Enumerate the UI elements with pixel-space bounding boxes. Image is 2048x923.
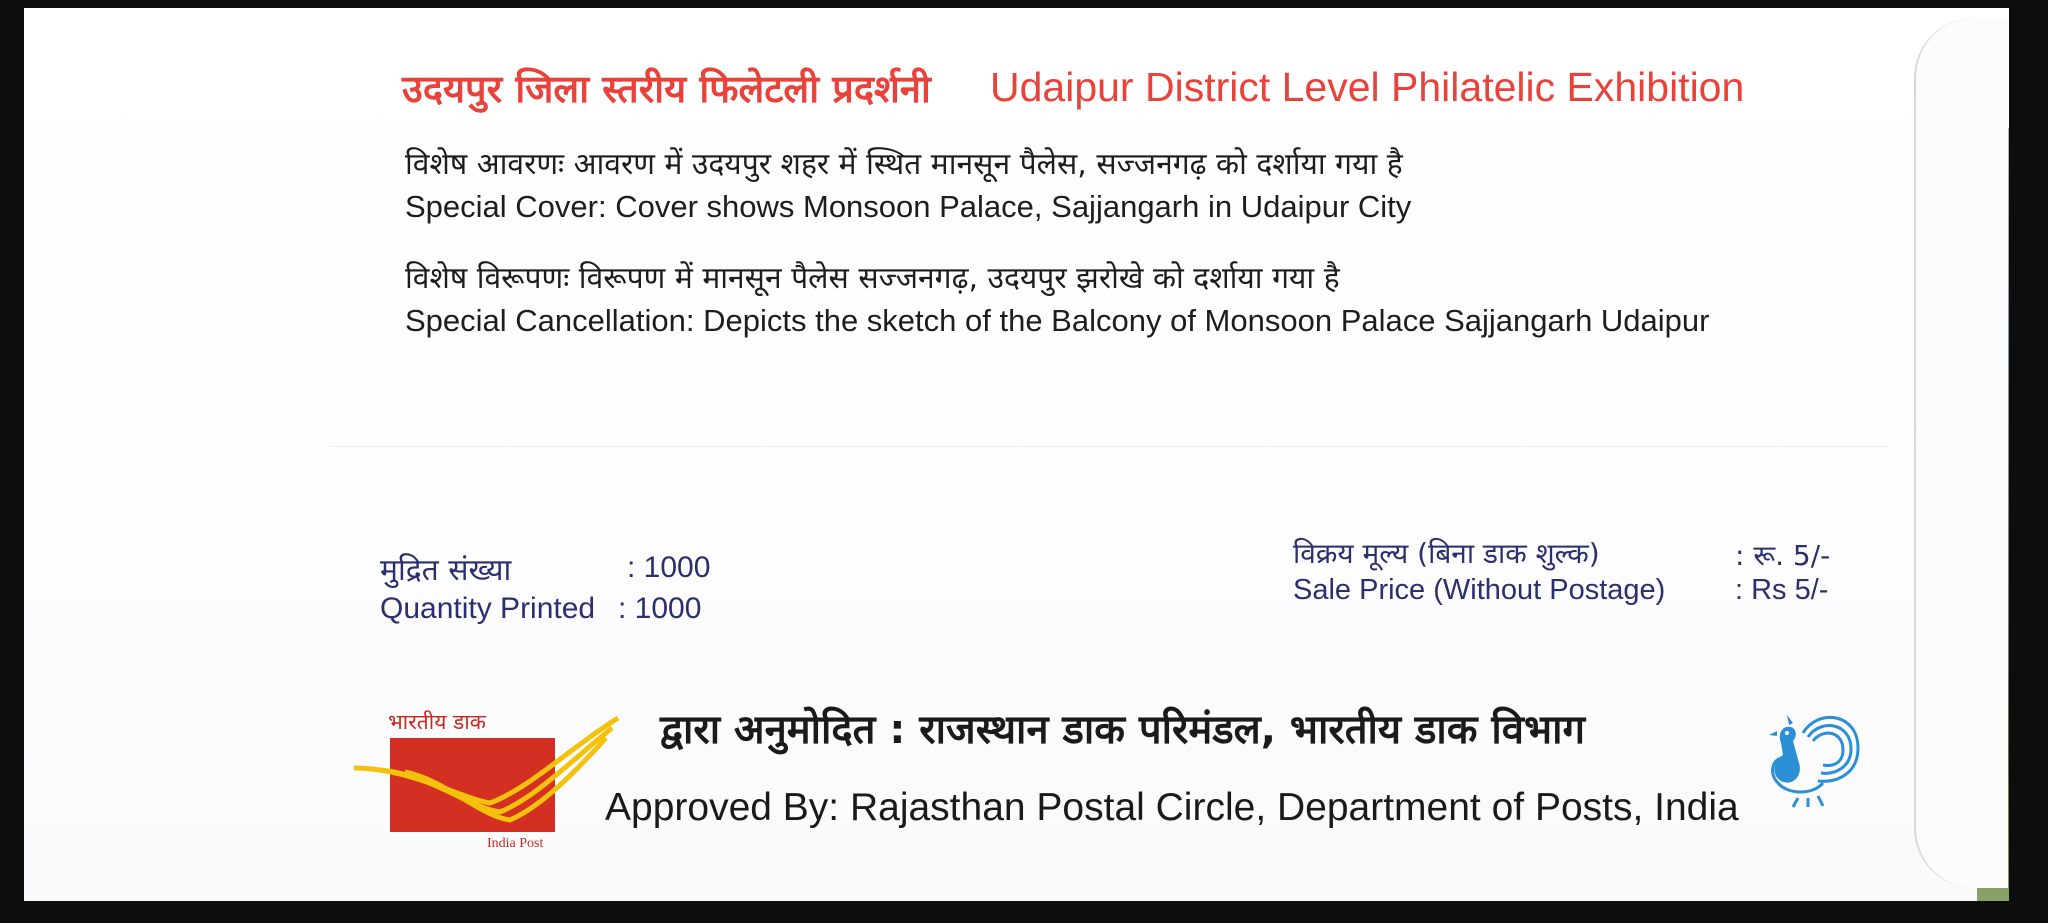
quantity-label-hindi: मुद्रित संख्या (380, 553, 512, 588)
price-value-english: : Rs 5/- (1735, 574, 1829, 606)
fold-line (330, 446, 1890, 447)
logo-english-text: India Post (487, 836, 544, 851)
price-value-hindi: : रू. 5/- (1735, 539, 1831, 572)
approved-by-hindi: द्वारा अनुमोदित : राजस्थान डाक परिमंडल, भारतीय डाक विभाग (660, 707, 1586, 753)
approved-by-english: Approved By: Rajasthan Postal Circle, Department of Posts, India (605, 786, 1739, 829)
envelope-flap (1914, 18, 2008, 888)
quantity-value-english: : 1000 (618, 592, 702, 625)
title-english: Udaipur District Level Philatelic Exhibition (990, 64, 1745, 110)
price-label-english: Sale Price (Without Postage) (1293, 574, 1666, 606)
cover-description-hindi: विशेष आवरणः आवरण में उदयपुर शहर में स्थित मानसून पैलेस, सज्जनगढ़ को दर्शाया गया है (405, 147, 1403, 182)
cover-description-english: Special Cover: Cover shows Monsoon Palace, Sajjangarh in Udaipur City (405, 189, 1412, 224)
price-label-hindi: विक्रय मूल्य (बिना डाक शुल्क) (1293, 537, 1600, 570)
quantity-label-english: Quantity Printed (380, 592, 596, 625)
cancellation-description-english: Special Cancellation: Depicts the sketch of the Balcony of Monsoon Palace Sajjangarh Udaipur (405, 303, 1710, 338)
logo-swoosh-icon (350, 708, 622, 838)
quantity-value-hindi: : 1000 (627, 551, 711, 584)
cancellation-description-hindi: विशेष विरूपणः विरूपण में मानसून पैलेस सज्जनगढ़, उदयपुर झरोखे को दर्शाया गया है (405, 261, 1340, 296)
peacock-emblem-icon (1763, 703, 1863, 808)
title-hindi: उदयपुर जिला स्तरीय फिलेटली प्रदर्शनी (402, 67, 931, 111)
india-post-logo-icon (350, 708, 622, 858)
logo-hindi-text: भारतीय डाक (388, 710, 486, 734)
